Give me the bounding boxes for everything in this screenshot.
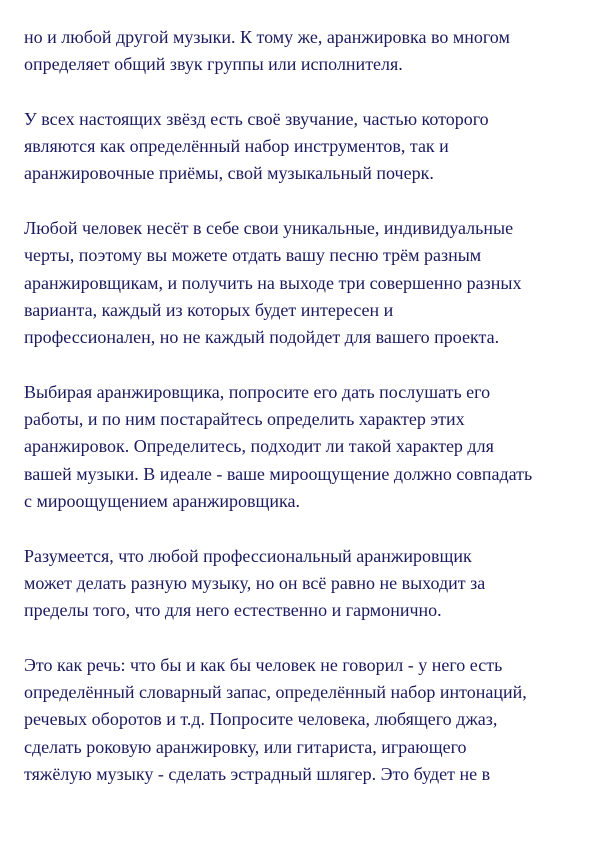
paragraph [24, 106, 584, 188]
text-line: Любой человек несёт в себе свои уникальные, индивидуальные [24, 218, 514, 239]
text-line: являются как определённый набор инструментов, так и [24, 136, 449, 157]
text-line: работы, и по ним постарайтесь определить характер этих [24, 409, 465, 430]
text-line: У всех настоящих звёзд есть своё звучание, частью которого [24, 108, 489, 129]
paragraph [24, 652, 584, 788]
text-line: речевых оборотов и т.д. Попросите человека, любящего джаз, [24, 709, 498, 730]
text-line: определяет общий звук группы или исполнителя. [24, 54, 403, 75]
paragraph [24, 215, 584, 351]
text-line: вашей музыки. В идеале - ваше мироощущение должно совпадать [24, 463, 533, 484]
text-line: аранжировщикам, и получить на выходе три совершенно разных [24, 272, 522, 293]
text-line: может делать разную музыку, но он всё равно не выходит за [24, 572, 486, 593]
text-line: но и любой другой музыки. К тому же, аранжировка во многом [24, 27, 510, 47]
text-line: с мироощущением аранжировщика. [24, 491, 301, 512]
text-line: пределы того, что для него естественно и гармонично. [24, 600, 442, 621]
text-line: черты, поэтому вы можете отдать вашу песню трём разным [24, 245, 482, 266]
document-body [24, 24, 584, 816]
paragraph [24, 24, 584, 79]
text-line: сделать роковую аранжировку, или гитариста, играющего [24, 736, 467, 757]
text-line: определённый словарный запас, определённый набор интонаций, [24, 682, 527, 703]
paragraph [24, 543, 584, 625]
paragraph [24, 379, 584, 515]
text-line: тяжёлую музыку - сделать эстрадный шлягер. Это будет не в [24, 764, 491, 785]
text-line: Это как речь: что бы и как бы человек не говорил - у него есть [24, 654, 503, 675]
text-line: профессионален, но не каждый подойдет для вашего проекта. [24, 327, 500, 348]
text-line: аранжировок. Определитесь, подходит ли такой характер для [24, 436, 494, 457]
text-line: Разумеется, что любой профессиональный аранжировщик [24, 545, 472, 566]
text-line: аранжировочные приёмы, свой музыкальный почерк. [24, 163, 434, 184]
text-line: Выбирая аранжировщика, попросите его дать послушать его [24, 381, 491, 402]
text-line: варианта, каждый из которых будет интересен и [24, 299, 394, 320]
